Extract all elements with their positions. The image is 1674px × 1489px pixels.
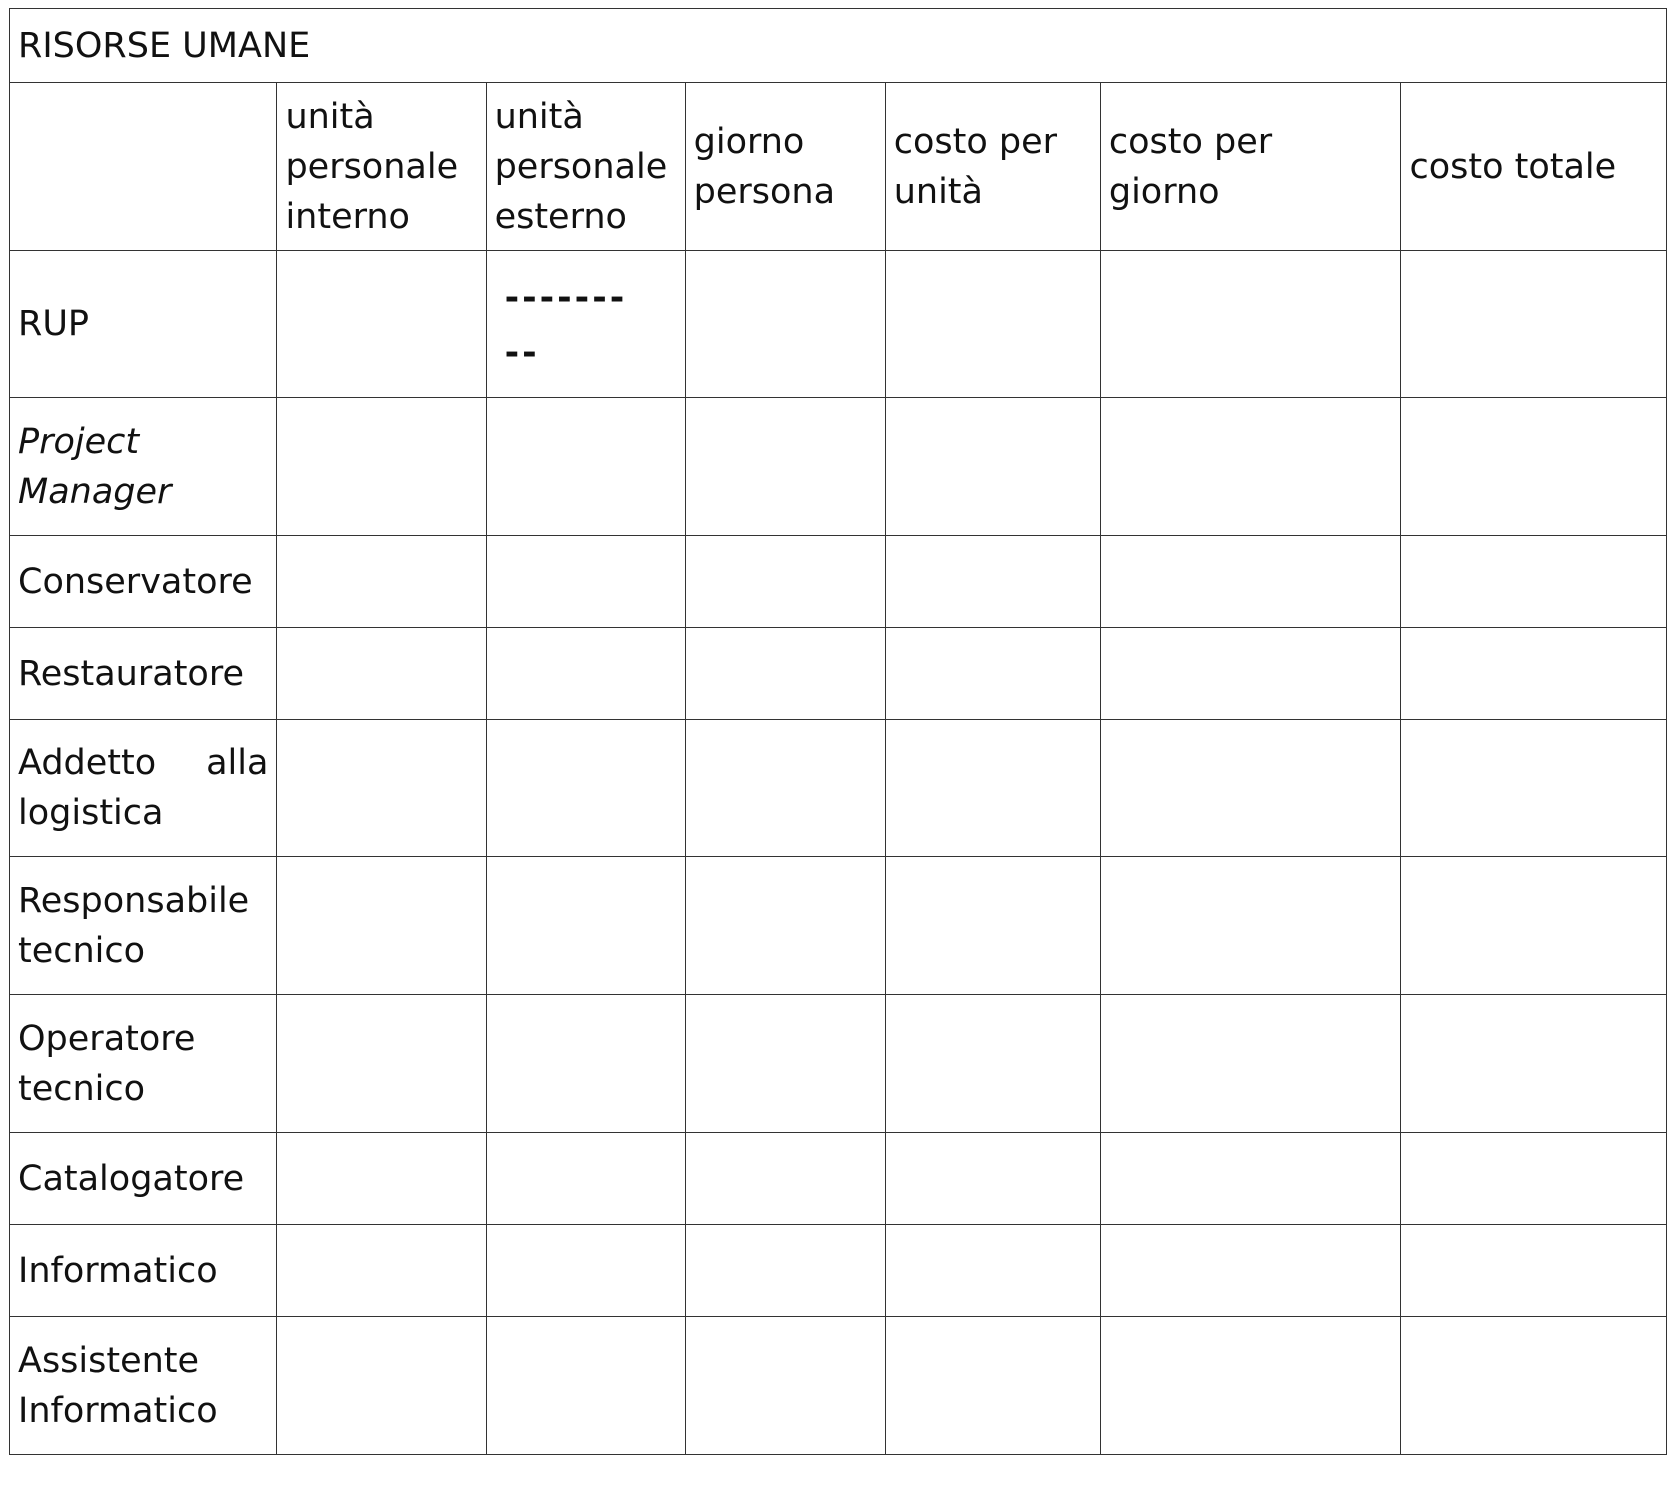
cell-internal[interactable] bbox=[277, 720, 486, 857]
cell-external[interactable] bbox=[486, 628, 685, 720]
header-total-cost: costo totale bbox=[1401, 83, 1667, 251]
cell-external[interactable] bbox=[486, 995, 685, 1133]
cell-total-cost[interactable] bbox=[1401, 1225, 1667, 1317]
header-empty-cell bbox=[10, 83, 277, 251]
row-label-rup: RUP bbox=[10, 251, 277, 398]
cell-total-cost[interactable] bbox=[1401, 398, 1667, 536]
cell-internal[interactable] bbox=[277, 1133, 486, 1225]
row-label-catalogatore: Catalogatore bbox=[10, 1133, 277, 1225]
cell-external[interactable] bbox=[486, 398, 685, 536]
cell-internal[interactable] bbox=[277, 628, 486, 720]
cell-internal[interactable] bbox=[277, 1317, 486, 1455]
human-resources-sheet bbox=[9, 8, 1667, 1455]
cell-cost-per-unit[interactable] bbox=[885, 536, 1100, 628]
cell-external[interactable] bbox=[486, 1225, 685, 1317]
cell-cost-per-day[interactable] bbox=[1100, 857, 1401, 995]
cell-cost-per-unit[interactable] bbox=[885, 1317, 1100, 1455]
header-cost-per-day: costo per giorno bbox=[1100, 83, 1401, 251]
cell-external[interactable] bbox=[486, 1317, 685, 1455]
row-label-conservatore: Conservatore bbox=[10, 536, 277, 628]
table-row bbox=[10, 1133, 1667, 1225]
cell-total-cost[interactable] bbox=[1401, 251, 1667, 398]
cell-person-day[interactable] bbox=[685, 720, 885, 857]
cell-person-day[interactable] bbox=[685, 251, 885, 398]
dash-placeholder: --------- bbox=[504, 278, 628, 373]
cell-internal[interactable] bbox=[277, 251, 486, 398]
cell-internal[interactable] bbox=[277, 995, 486, 1133]
cell-total-cost[interactable] bbox=[1401, 1133, 1667, 1225]
table-row bbox=[10, 628, 1667, 720]
row-label-assistente-informatico: Assistente Informatico bbox=[10, 1317, 277, 1455]
human-resources-table bbox=[9, 8, 1667, 1455]
cell-internal[interactable] bbox=[277, 857, 486, 995]
cell-cost-per-day[interactable] bbox=[1100, 720, 1401, 857]
row-label-responsabile-tecnico: Responsabile tecnico bbox=[10, 857, 277, 995]
cell-cost-per-day[interactable] bbox=[1100, 1225, 1401, 1317]
table-row bbox=[10, 398, 1667, 536]
cell-cost-per-day[interactable] bbox=[1100, 398, 1401, 536]
cell-internal[interactable] bbox=[277, 398, 486, 536]
header-internal-staff: unità personale interno bbox=[277, 83, 486, 251]
cell-external[interactable] bbox=[486, 251, 685, 398]
table-row bbox=[10, 857, 1667, 995]
header-external-staff: unità personale esterno bbox=[486, 83, 685, 251]
cell-cost-per-day[interactable] bbox=[1100, 251, 1401, 398]
cell-cost-per-day[interactable] bbox=[1100, 628, 1401, 720]
table-row bbox=[10, 995, 1667, 1133]
cell-person-day[interactable] bbox=[685, 1133, 885, 1225]
cell-cost-per-unit[interactable] bbox=[885, 398, 1100, 536]
cell-external[interactable] bbox=[486, 857, 685, 995]
cell-total-cost[interactable] bbox=[1401, 628, 1667, 720]
cell-external[interactable] bbox=[486, 1133, 685, 1225]
cell-person-day[interactable] bbox=[685, 536, 885, 628]
row-label-restauratore: Restauratore bbox=[10, 628, 277, 720]
table-row bbox=[10, 251, 1667, 398]
cell-cost-per-unit[interactable] bbox=[885, 251, 1100, 398]
row-label-project-manager: Project Manager bbox=[10, 398, 277, 536]
cell-person-day[interactable] bbox=[685, 857, 885, 995]
cell-cost-per-unit[interactable] bbox=[885, 1133, 1100, 1225]
cell-cost-per-day[interactable] bbox=[1100, 536, 1401, 628]
cell-total-cost[interactable] bbox=[1401, 536, 1667, 628]
row-label-operatore-tecnico: Operatore tecnico bbox=[10, 995, 277, 1133]
table-title: RISORSE UMANE bbox=[10, 9, 1667, 83]
table-row bbox=[10, 1317, 1667, 1455]
cell-total-cost[interactable] bbox=[1401, 995, 1667, 1133]
cell-person-day[interactable] bbox=[685, 995, 885, 1133]
row-label-addetto-logistica: Addetto alla logistica bbox=[10, 720, 277, 857]
table-row bbox=[10, 720, 1667, 857]
cell-person-day[interactable] bbox=[685, 628, 885, 720]
cell-total-cost[interactable] bbox=[1401, 857, 1667, 995]
cell-cost-per-unit[interactable] bbox=[885, 995, 1100, 1133]
cell-person-day[interactable] bbox=[685, 1225, 885, 1317]
row-label-informatico: Informatico bbox=[10, 1225, 277, 1317]
cell-external[interactable] bbox=[486, 720, 685, 857]
cell-total-cost[interactable] bbox=[1401, 720, 1667, 857]
cell-cost-per-day[interactable] bbox=[1100, 1317, 1401, 1455]
cell-cost-per-unit[interactable] bbox=[885, 1225, 1100, 1317]
cell-cost-per-unit[interactable] bbox=[885, 628, 1100, 720]
cell-person-day[interactable] bbox=[685, 1317, 885, 1455]
cell-total-cost[interactable] bbox=[1401, 1317, 1667, 1455]
header-row bbox=[10, 83, 1667, 251]
header-person-day: giorno persona bbox=[685, 83, 885, 251]
cell-person-day[interactable] bbox=[685, 398, 885, 536]
header-cost-per-unit: costo per unità bbox=[885, 83, 1100, 251]
table-row bbox=[10, 536, 1667, 628]
cell-cost-per-unit[interactable] bbox=[885, 720, 1100, 857]
cell-internal[interactable] bbox=[277, 536, 486, 628]
title-row bbox=[10, 9, 1667, 83]
cell-external[interactable] bbox=[486, 536, 685, 628]
cell-cost-per-day[interactable] bbox=[1100, 995, 1401, 1133]
cell-internal[interactable] bbox=[277, 1225, 486, 1317]
cell-cost-per-unit[interactable] bbox=[885, 857, 1100, 995]
cell-cost-per-day[interactable] bbox=[1100, 1133, 1401, 1225]
table-row bbox=[10, 1225, 1667, 1317]
